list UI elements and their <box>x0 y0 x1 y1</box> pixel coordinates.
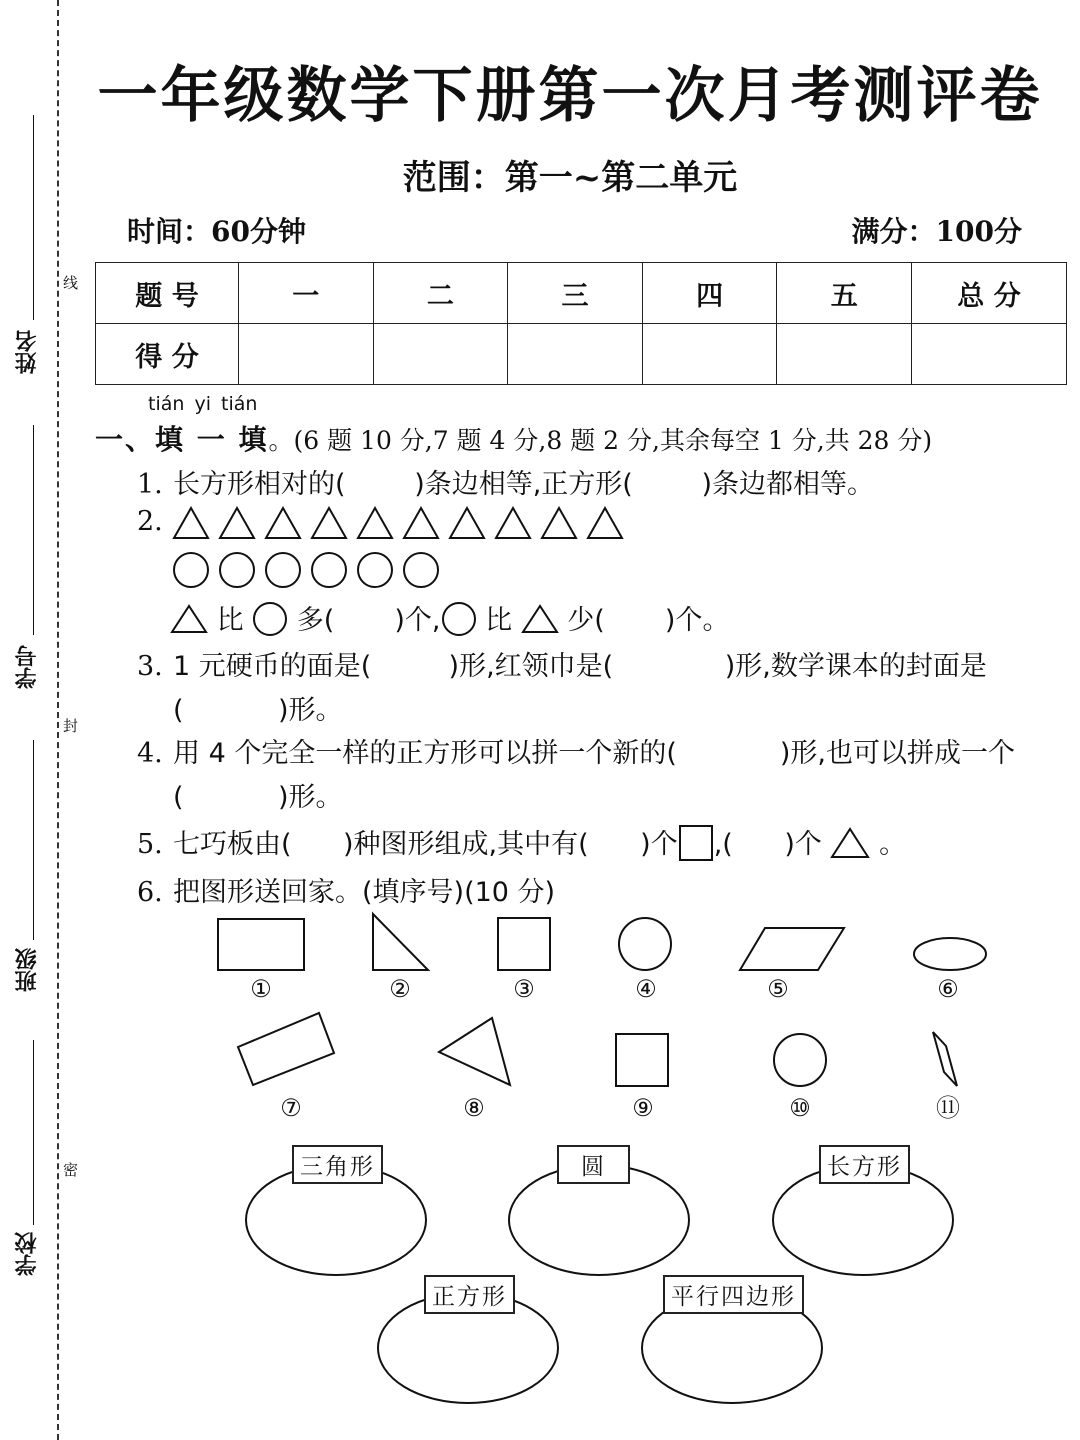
triangle-icon <box>450 508 484 538</box>
question-number: 6. <box>137 877 163 908</box>
shape-1-rectangle <box>218 919 304 970</box>
question-2-number-row <box>137 506 173 537</box>
square-icon <box>678 824 714 862</box>
section-title: 一、填 一 填 <box>95 423 269 456</box>
score-cell[interactable] <box>508 324 643 385</box>
shape-number: ⑥ <box>937 975 959 1003</box>
home-label-triangle: 三角形 <box>292 1145 383 1184</box>
question-text: 用 4 个完全一样的正方形可以拼一个新的( )形,也可以拼成一个 <box>173 738 1015 769</box>
question-2-compare <box>170 598 729 637</box>
shape-number: ④ <box>635 975 657 1003</box>
question-4-line2: ( )形。 <box>173 782 343 813</box>
shape-number: ⑩ <box>789 1094 811 1122</box>
score-cell[interactable] <box>912 324 1067 385</box>
header-cell: 三 <box>508 263 643 324</box>
triangle-icon <box>220 508 254 538</box>
circle-icon <box>312 553 346 587</box>
circle-icon <box>404 553 438 587</box>
shape-number: ⑦ <box>280 1094 302 1122</box>
circle-icon <box>266 553 300 587</box>
question-number: 2. <box>137 506 163 537</box>
section-note: 。(6 题 10 分,7 题 4 分,8 题 2 分,其余每空 1 分,共 28 分) <box>268 426 933 455</box>
question-text: ,( )个 <box>713 829 822 860</box>
question-number: 1. <box>137 469 163 500</box>
header-cell: 二 <box>373 263 508 324</box>
home-label-square: 正方形 <box>424 1275 515 1314</box>
shape-7-tilted-rectangle <box>238 1013 334 1085</box>
triangle-icon <box>170 604 208 634</box>
shape-2-right-triangle <box>373 914 428 970</box>
question-text: 多( )个, <box>296 605 441 636</box>
shape-9-square <box>616 1034 668 1086</box>
shape-3-square <box>498 918 550 970</box>
shape-5-parallelogram <box>740 928 844 970</box>
triangle-icon <box>358 508 392 538</box>
name-underline <box>33 115 34 320</box>
question-text: 比 <box>216 605 244 636</box>
triangle-icon <box>174 508 208 538</box>
question-3 <box>137 644 987 683</box>
score-cell[interactable] <box>239 324 374 385</box>
shape-11-parallelogram <box>933 1032 957 1086</box>
home-label-rectangle: 长方形 <box>819 1145 910 1184</box>
triangle-icon <box>542 508 576 538</box>
question-text: 把图形送回家。(填序号)(10 分) <box>173 877 556 908</box>
home-label-parallelogram: 平行四边形 <box>663 1275 804 1314</box>
header-cell: 一 <box>239 263 374 324</box>
shape-4-circle <box>619 918 671 970</box>
section-pinyin: tián yi tián <box>148 393 258 415</box>
shape-number: ② <box>389 975 411 1003</box>
score-cell[interactable] <box>373 324 508 385</box>
triangle-icon <box>830 827 870 859</box>
name-label: 姓名 <box>15 330 40 374</box>
student-id-label: 学号 <box>15 645 40 689</box>
shape-number: ⑨ <box>632 1094 654 1122</box>
circle-icon <box>252 601 288 637</box>
circle-icon <box>174 553 208 587</box>
cut-mark-line: 线 <box>61 275 79 290</box>
cut-mark-secret: 密 <box>61 1162 79 1177</box>
shape-number: ① <box>250 975 272 1003</box>
shape-number: ③ <box>513 975 535 1003</box>
circle-icon <box>358 553 392 587</box>
question-text: 1 元硬币的面是( )形,红领巾是( )形,数学课本的封面是 <box>173 651 987 682</box>
time-limit: 时间：60分钟 <box>127 215 306 248</box>
question-5 <box>137 822 906 862</box>
score-table-score-row <box>96 324 1067 385</box>
circle-icon <box>441 601 477 637</box>
shapes-figure <box>0 900 1080 1440</box>
triangle-icon <box>588 508 622 538</box>
question-1 <box>137 462 874 501</box>
triangle-icon <box>496 508 530 538</box>
section-heading <box>95 418 932 458</box>
header-cell: 四 <box>642 263 777 324</box>
triangle-icon <box>266 508 300 538</box>
triangle-icon <box>404 508 438 538</box>
shape-8-triangle <box>439 1018 510 1085</box>
triangle-icon <box>521 604 559 634</box>
class-label: 班级 <box>15 948 40 992</box>
circle-icon <box>220 553 254 587</box>
question-text: 七巧板由( )种图形组成,其中有( )个 <box>173 829 678 860</box>
triangle-icon <box>312 508 346 538</box>
question-text: 长方形相对的( )条边相等,正方形( )条边都相等。 <box>173 469 875 500</box>
student-id-underline <box>33 425 34 635</box>
full-score: 满分：100分 <box>851 215 1022 248</box>
question-text: 。 <box>879 829 907 860</box>
question-text: 比 <box>485 605 513 636</box>
question-number: 5. <box>137 829 163 860</box>
school-label: 学校 <box>15 1232 40 1276</box>
score-cell[interactable] <box>777 324 912 385</box>
score-cell[interactable] <box>642 324 777 385</box>
page-subtitle: 范围：第一~第二单元 <box>402 158 738 198</box>
question-number: 4. <box>137 738 163 769</box>
header-cell: 总 分 <box>912 263 1067 324</box>
shape-number: ⑧ <box>463 1094 485 1122</box>
score-table-header-row <box>96 263 1067 324</box>
question-text: 少( )个。 <box>567 605 730 636</box>
score-row-label: 得 分 <box>96 324 239 385</box>
header-cell: 五 <box>777 263 912 324</box>
home-label-circle: 圆 <box>557 1145 630 1184</box>
page-title: 一年级数学下册第一次月考测评卷 <box>97 61 1043 131</box>
cut-mark-seal: 封 <box>61 718 79 733</box>
shape-10-circle <box>774 1034 826 1086</box>
score-table <box>95 262 1067 385</box>
q2-shapes <box>170 500 630 595</box>
header-cell: 题 号 <box>96 263 239 324</box>
shape-number: ⑤ <box>767 975 789 1003</box>
shape-6-ellipse <box>914 938 986 970</box>
question-4 <box>137 731 1015 770</box>
question-number: 3. <box>137 651 163 682</box>
question-3-line2: ( )形。 <box>173 695 343 726</box>
shape-number: ⑪ <box>936 1094 960 1122</box>
